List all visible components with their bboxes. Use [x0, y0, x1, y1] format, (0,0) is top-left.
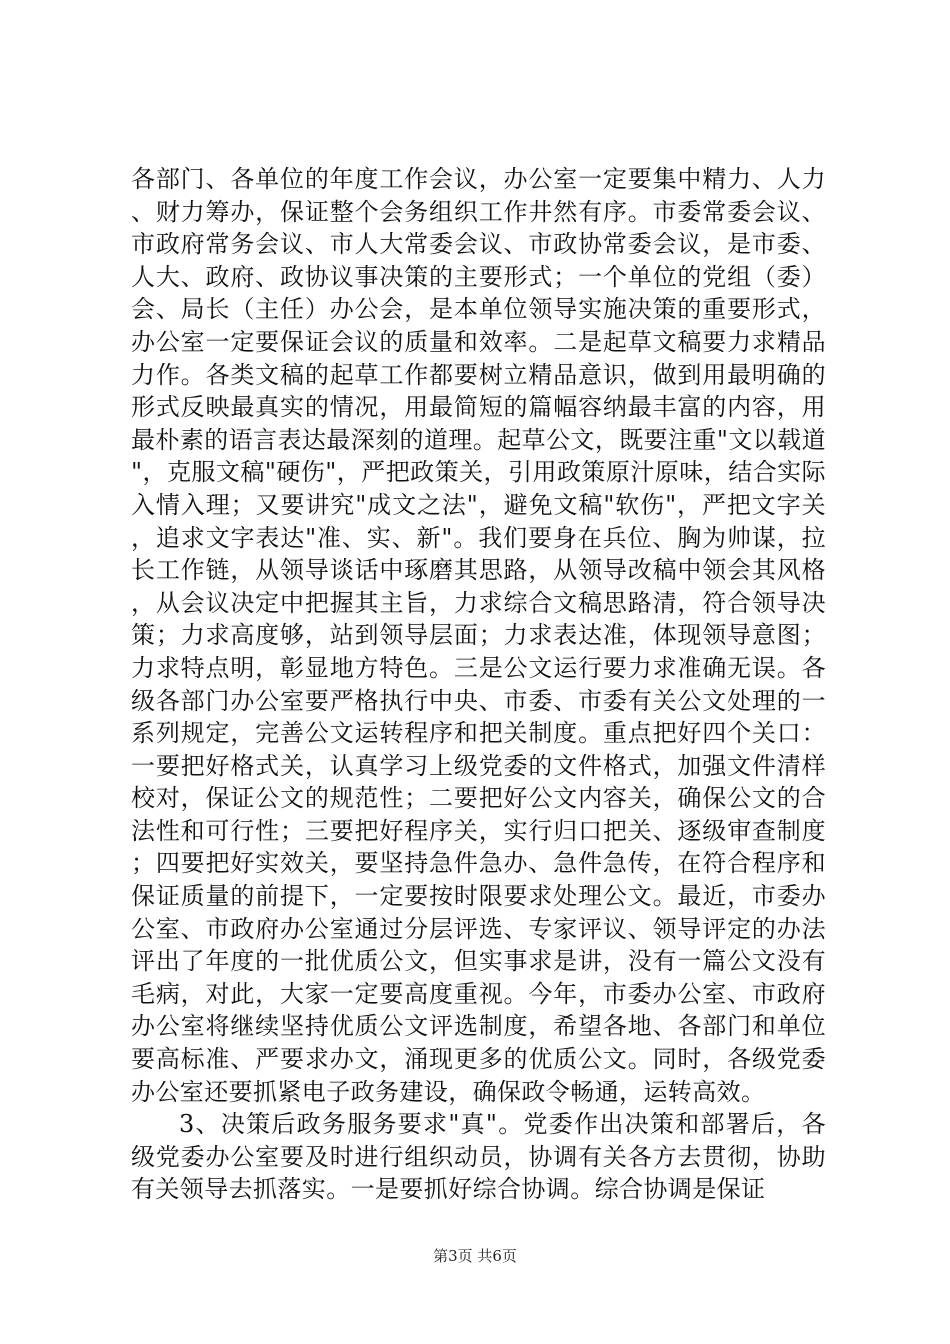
page-footer: 第3页 共6页: [433, 1247, 517, 1265]
document-body: [131, 163, 826, 1206]
paragraph-section-3: 3、决策后政务服务要求"真"。党委作出决策和部署后，各级党委办公室要及时进行组织动员，协调有关各方去贯彻，协助有关领导去抓落实。一是要抓好综合协调。综合协调是保证: [131, 1110, 826, 1204]
paragraph-continuation: 各部门、各单位的年度工作会议，办公室一定要集中精力、人力、财力筹办，保证整个会务组织工作井然有序。市委常委会议、市政府常务会议、市人大常委会议、市政协常委会议，是市委、人大、政府、政协议事决策的主要形式；一个单位的党组（委）会、局长（主任）办公会，是本单位领导实施决策的重要形式，办公室一定要保证会议的质量和效率。二是起草文稿要力求精品力作。各类文稿的起草工作都要树立精品意识，做到用最明确的形式反映最真实的情况，用最简短的篇幅容纳最丰富的内容，用最朴素的语言表达最深刻的道理。起草公文，既要注重"文以载道"，克服文稿"硬伤"，严把政策关，引用政策原汁原味，结合实际入情入理；又要讲究"成文之法"，避免文稿"软伤"，严把文字关，追求文字表达"准、实、新"。我们要身在兵位、胸为帅谋，拉长工作链，从领导谈话中琢磨其思路，从领导改稿中领会其风格，从会议决定中把握其主旨，力求综合文稿思路清，符合领导决策；力求高度够，站到领导层面；力求表达准，体现领导意图；力求特点明，彰显地方特色。三是公文运行要力求准确无误。各级各部门办公室要严格执行中央、市委、市委有关公文处理的一系列规定，完善公文运转程序和把关制度。重点把好四个关口：一要把好格式关，认真学习上级党委的文件格式，加强文件清样校对，保证公文的规范性；二要把好公文内容关，确保公文的合法性和可行性；三要把好程序关，实行归口把关、逐级审查制度；四要把好实效关，要坚持急件急办、急件急传，在符合程序和保证质量的前提下，一定要按时限要求处理公文。最近，市委办公室、市政府办公室通过分层评选、专家评议、领导评定的办法评出了年度的一批优质公文，但实事求是讲，没有一篇公文没有毛病，对此，大家一定要高度重视。今年，市委办公室、市政府办公室将继续坚持优质公文评选制度，希望各地、各部门和单位要高标准、严要求办文，涌现更多的优质公文。同时，各级党委办公室还要抓紧电子政务建设，确保政令畅通，运转高效。: [131, 165, 826, 1106]
